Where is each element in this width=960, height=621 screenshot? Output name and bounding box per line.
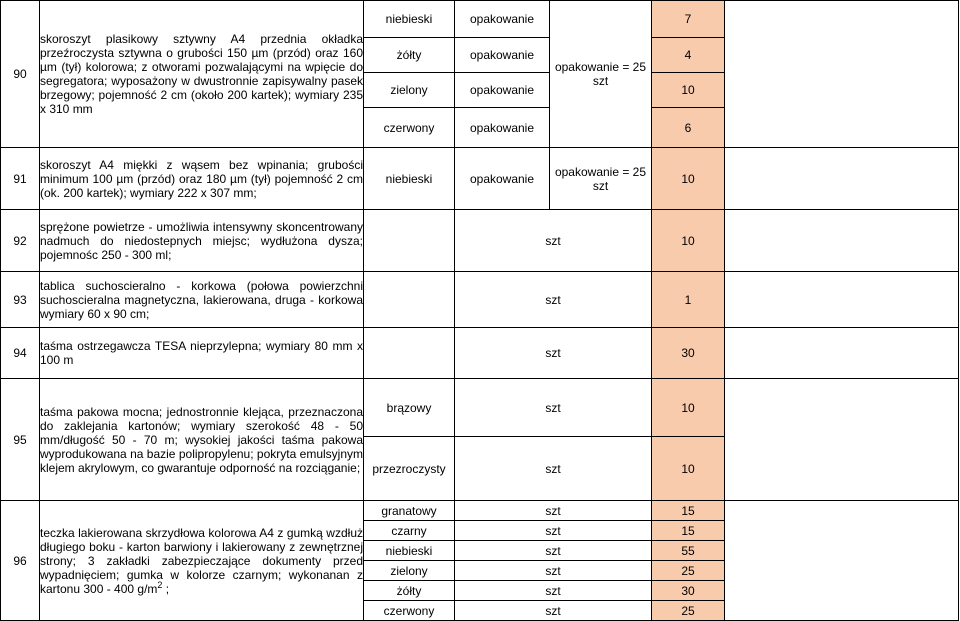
item-description: skoroszyt plasikowy sztywny A4 przednia okładka przeźroczysta sztywna o grubości 150 µm (przód) oraz 160 µm (tył) kolorowa; z otworami pozwalającymi na wpięcie do segregatora; wyposażony w dwustronnie zapisywalny pasek brzegowy; pojemność 2 cm (około 200 kartek); wymiary 235 x 310 mm: [40, 1, 364, 148]
color-cell: [364, 272, 455, 328]
unit-cell: szt: [455, 581, 652, 601]
table-row: [1, 272, 959, 328]
unit-cell: szt: [455, 379, 652, 437]
unit-cell: szt: [455, 210, 652, 272]
empty-cell: [725, 328, 959, 379]
color-cell: [364, 210, 455, 272]
color-cell: zielony: [364, 73, 455, 108]
unit-cell: szt: [455, 437, 652, 501]
packaging-note: opakowanie = 25 szt: [550, 1, 652, 148]
unit-cell: opakowanie: [455, 1, 550, 38]
item-description: skoroszyt A4 miękki z wąsem bez wpinania; grubości minimum 100 µm (przód) oraz 180 µm (tył) pojemność 2 cm (ok. 200 kartek); wymiary 222 x 307 mm;: [40, 148, 364, 210]
table-row: [1, 328, 959, 379]
table-row: [1, 210, 959, 272]
unit-cell: szt: [455, 601, 652, 621]
quantity-cell: 10: [652, 437, 725, 501]
color-cell: czerwony: [364, 601, 455, 621]
quantity-cell: 10: [652, 73, 725, 108]
table-row: [1, 1, 959, 38]
item-description: taśma ostrzegawcza TESA nieprzylepna; wymiary 80 mm x 100 m: [40, 328, 364, 379]
quantity-cell: 6: [652, 108, 725, 148]
unit-cell: szt: [455, 521, 652, 541]
color-cell: żółty: [364, 581, 455, 601]
unit-cell: szt: [455, 272, 652, 328]
quantity-cell: 10: [652, 210, 725, 272]
unit-cell: opakowanie: [455, 108, 550, 148]
color-cell: niebieski: [364, 148, 455, 210]
quantity-cell: 30: [652, 581, 725, 601]
item-description: taśma pakowa mocna; jednostronnie klejąca, przeznaczona do zaklejania kartonów; wymiary szerokość 48 - 50 mm/długość 50 - 70 m; wysokiej jakości taśma pakowa wyprodukowana na bazie polipropylenu; pokryta emulsyjnym klejem akrylowym, co gwarantuje odporność na rozciąganie;: [40, 379, 364, 501]
unit-cell: szt: [455, 501, 652, 521]
row-number: 94: [1, 328, 40, 379]
row-number: 93: [1, 272, 40, 328]
color-cell: [364, 328, 455, 379]
table-row: [1, 148, 959, 210]
unit-cell: szt: [455, 541, 652, 561]
row-number: 92: [1, 210, 40, 272]
color-cell: niebieski: [364, 541, 455, 561]
empty-cell: [725, 1, 959, 148]
empty-cell: [725, 272, 959, 328]
color-cell: czarny: [364, 521, 455, 541]
superscript: 2: [157, 579, 163, 590]
quantity-cell: 25: [652, 561, 725, 581]
quantity-cell: 4: [652, 38, 725, 73]
row-number: 90: [1, 1, 40, 148]
unit-cell: szt: [455, 561, 652, 581]
quantity-cell: 10: [652, 379, 725, 437]
quantity-cell: 1: [652, 272, 725, 328]
row-number: 95: [1, 379, 40, 501]
packaging-note: opakowanie = 25 szt: [550, 148, 652, 210]
quantity-cell: 10: [652, 148, 725, 210]
color-cell: przezroczysty: [364, 437, 455, 501]
row-number: 91: [1, 148, 40, 210]
color-cell: brązowy: [364, 379, 455, 437]
color-cell: niebieski: [364, 1, 455, 38]
color-cell: czerwony: [364, 108, 455, 148]
color-cell: żółty: [364, 38, 455, 73]
row-number: 96: [1, 501, 40, 621]
item-description-text: teczka lakierowana skrzydłowa kolorowa A4 z gumką wzdłuż długiego boku - karton barwiony i lakierowany z zewnętrznej strony; 3 zakładki zabezpieczające dokumenty przed wypadnięciem; gumka w kolorze czarnym; wykonanan z kartonu 300 - 400 g/m: [40, 525, 363, 596]
item-description: sprężone powietrze - umożliwia intensywny skoncentrowany nadmuch do niedostepnych miejsc; wydłużona dysza; pojemnośc 250 - 300 ml;: [40, 210, 364, 272]
item-description: [40, 501, 364, 621]
table-row: [1, 501, 959, 521]
empty-cell: [725, 148, 959, 210]
empty-cell: [725, 501, 959, 621]
color-cell: granatowy: [364, 501, 455, 521]
quantity-cell: 7: [652, 1, 725, 38]
table-row: [1, 379, 959, 437]
quantity-cell: 15: [652, 501, 725, 521]
empty-cell: [725, 210, 959, 272]
item-description-tail: ;: [162, 581, 170, 596]
empty-cell: [725, 379, 959, 501]
color-cell: zielony: [364, 561, 455, 581]
unit-cell: opakowanie: [455, 73, 550, 108]
quantity-cell: 30: [652, 328, 725, 379]
quantity-cell: 55: [652, 541, 725, 561]
quantity-cell: 15: [652, 521, 725, 541]
unit-cell: szt: [455, 328, 652, 379]
item-description: tablica suchoscieralno - korkowa (połowa powierzchni suchoscieralna magnetyczna, lakierowana, druga - korkowa wymiary 60 x 90 cm;: [40, 272, 364, 328]
unit-cell: opakowanie: [455, 38, 550, 73]
unit-cell: opakowanie: [455, 148, 550, 210]
quantity-cell: 25: [652, 601, 725, 621]
